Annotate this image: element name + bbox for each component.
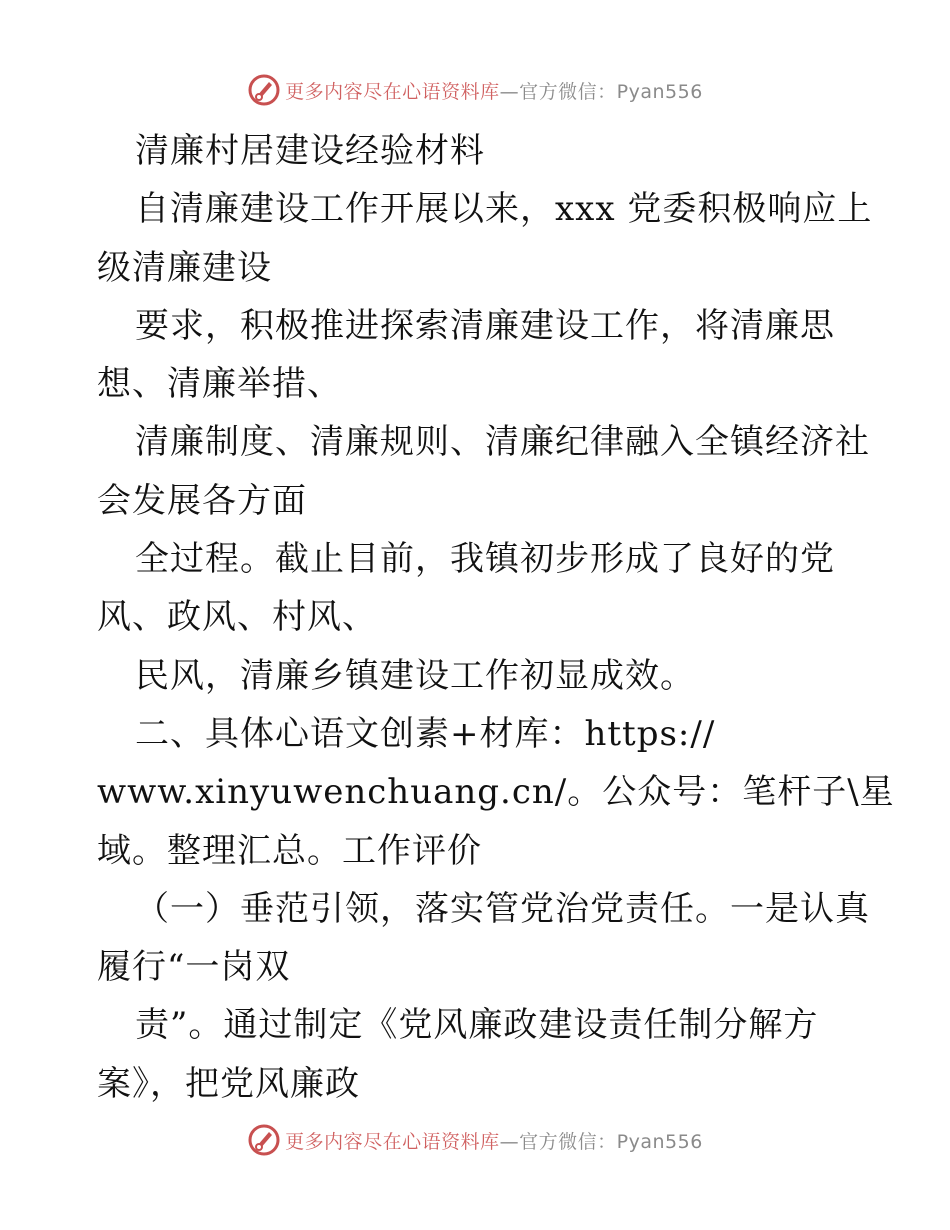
- text-line: 全过程。截止目前，我镇初步形成了良好的党: [135, 539, 835, 580]
- watermark-footer: [0, 1120, 950, 1160]
- text-line: 自清廉建设工作开展以来，xxx 党委积极响应上: [135, 189, 873, 230]
- logo-icon: [247, 73, 281, 107]
- watermark-header: [0, 70, 950, 110]
- text-line: 要求，积极推进探索清廉建设工作，将清廉思: [135, 305, 835, 346]
- document-body: [97, 122, 895, 1113]
- watermark-text: 更多内容尽在心语资料库: [285, 80, 500, 103]
- text-line: 风、政风、村风、: [97, 597, 377, 638]
- logo-icon: [247, 1123, 281, 1157]
- text-line: 想、清廉举措、: [97, 364, 342, 405]
- text-line: 履行“一岗双: [97, 947, 291, 988]
- text-line: 级清廉建设: [97, 247, 272, 288]
- text-line: 责”。通过制定《党风廉政建设责任制分解方: [135, 1005, 819, 1046]
- text-line: www.xinyuwenchuang.cn/。公众号：笔杆子\星: [97, 772, 895, 813]
- text-line: （一）垂范引领，落实管党治党责任。一是认真: [135, 888, 870, 929]
- text-line: 会发展各方面: [97, 480, 307, 521]
- text-line: 域。整理汇总。工作评价: [97, 830, 482, 871]
- text-line: 案》，把党风廉政: [97, 1063, 360, 1104]
- text-line: 清廉村居建设经验材料: [135, 131, 485, 171]
- text-line: 清廉制度、清廉规则、清廉纪律融入全镇经济社: [135, 422, 870, 463]
- watermark-suffix: —官方微信：Pyan556: [499, 80, 703, 103]
- watermark-text: 更多内容尽在心语资料库: [285, 1130, 500, 1153]
- text-line: 民风，清廉乡镇建设工作初显成效。: [135, 655, 695, 696]
- text-line: 二、具体心语文创素+材库：https://: [135, 713, 716, 754]
- watermark-suffix: —官方微信：Pyan556: [499, 1130, 703, 1153]
